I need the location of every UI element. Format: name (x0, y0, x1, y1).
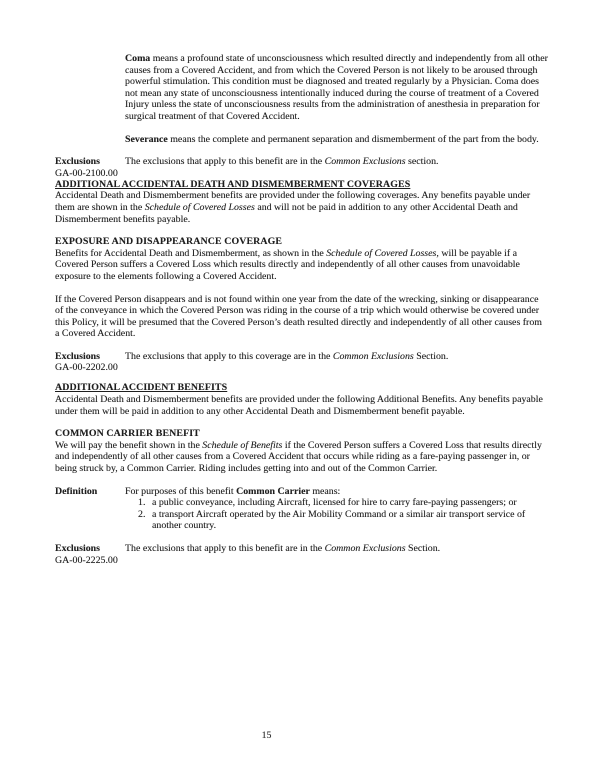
definition-body (125, 486, 548, 532)
definition-label-column (55, 486, 125, 498)
exposure-benefit-paragraph: Benefits for Accidental Death and Dismemberment, as shown in the Schedule of Covered Losses, will be payable if a Covered Person suffers a Covered Loss which results directly and independently of all other causes from unavoidable exposure to the elements following a Covered Accident. (55, 247, 520, 282)
exclusions-text: The exclusions that apply to this coverage are in the Common Exclusions Section. (125, 350, 449, 362)
exclusions-block-2 (55, 350, 548, 374)
severance-definition-paragraph: Severance means the complete and permanent separation and dismemberment of the part from the body. (125, 133, 539, 145)
exclusions-text: The exclusions that apply to this benefit are in the Common Exclusions section. (125, 156, 439, 168)
section-heading-additional-adnd-coverages: ADDITIONAL ACCIDENTAL DEATH AND DISMEMBERMENT COVERAGES (55, 178, 411, 190)
common-carrier-benefit-paragraph: We will pay the benefit shown in the Schedule of Benefits if the Covered Person suffers a Covered Loss that results directly and independently of all other causes from a Covered Accident that occurs while riding as a fare-paying passenger in, or being struck by, a Common Carrier. Riding includes getting into and out of the Common Carrier. (55, 439, 542, 475)
section-heading-additional-accident-benefits: ADDITIONAL ACCIDENT BENEFITS (55, 382, 228, 394)
exclusions-text: The exclusions that apply to this benefit are in the Common Exclusions Section. (125, 543, 441, 554)
list-item-number: 2. (138, 508, 146, 520)
exclusions-label-column (55, 543, 125, 566)
definition-item (125, 509, 548, 532)
page-content (55, 53, 548, 566)
definition-intro: For purposes of this benefit Common Carrier means: (125, 485, 341, 497)
disappearance-presumption-paragraph: If the Covered Person disappears and is not found within one year from the date of the wrecking, sinking or disappearance of the conveyance in which the Covered Person was riding in the course of a trip which would otherwise be covered under this Policy, it will be presumed that the Covered Person’s death resulted directly and independently of all other causes from a Covered Accident. (55, 293, 542, 340)
exclusions-label: Exclusions (55, 543, 101, 554)
definition-item (125, 497, 548, 509)
form-number: GA-00-2202.00 (55, 362, 118, 374)
exclusions-label-column (55, 351, 125, 374)
list-item-text: a public conveyance, including Aircraft, licensed for hire to carry fare-paying passengers; or (152, 497, 517, 509)
coma-definition-paragraph: Coma means a profound state of unconsciousness which resulted directly and independently from all other causes from a Covered Accident, and from which the Covered Person is not likely to be aroused through powerful stimulation. This condition must be diagnosed and treated regularly by a Physician. Coma does not mean any state of unconsciousness intentionally induced during the course of treatment of a Covered Injury unless the state of unconsciousness results from the administration of anesthesia in preparation for surgical treatment of that Covered Accident. (125, 53, 548, 122)
exclusions-label: Exclusions (55, 156, 101, 168)
form-number: GA-00-2100.00 (55, 167, 118, 179)
list-item-text: a transport Aircraft operated by the Air Mobility Command or a similar air transport service of another country. (152, 508, 526, 532)
additional-adnd-intro-paragraph: Accidental Death and Dismemberment benefits are provided under the following coverages. Any benefits payable under them are shown in the Schedule of Covered Losses and will not be paid in addition to any other Accidental Death and Dismemberment benefits payable. (55, 190, 531, 225)
section-heading-common-carrier-benefit: COMMON CARRIER BENEFIT (55, 428, 200, 440)
definition-list (125, 497, 548, 532)
exclusions-label: Exclusions (55, 350, 101, 362)
definition-block (55, 486, 548, 532)
definition-label: Definition (55, 485, 98, 497)
exclusions-label-column (55, 156, 125, 179)
section-heading-exposure-disappearance: EXPOSURE AND DISAPPEARANCE COVERAGE (55, 236, 283, 248)
page-number: 15 (261, 730, 272, 741)
form-number: GA-00-2225.00 (55, 554, 118, 566)
additional-accident-benefits-intro-paragraph: Accidental Death and Dismemberment benefits are provided under the following Additional Benefits. Any benefits payable under them will be paid in addition to any other Accidental Death and Dismemberment benefit payable. (55, 394, 543, 417)
exclusions-block-3 (55, 543, 548, 566)
list-item-number: 1. (138, 497, 146, 509)
exclusions-block-1 (55, 156, 548, 179)
